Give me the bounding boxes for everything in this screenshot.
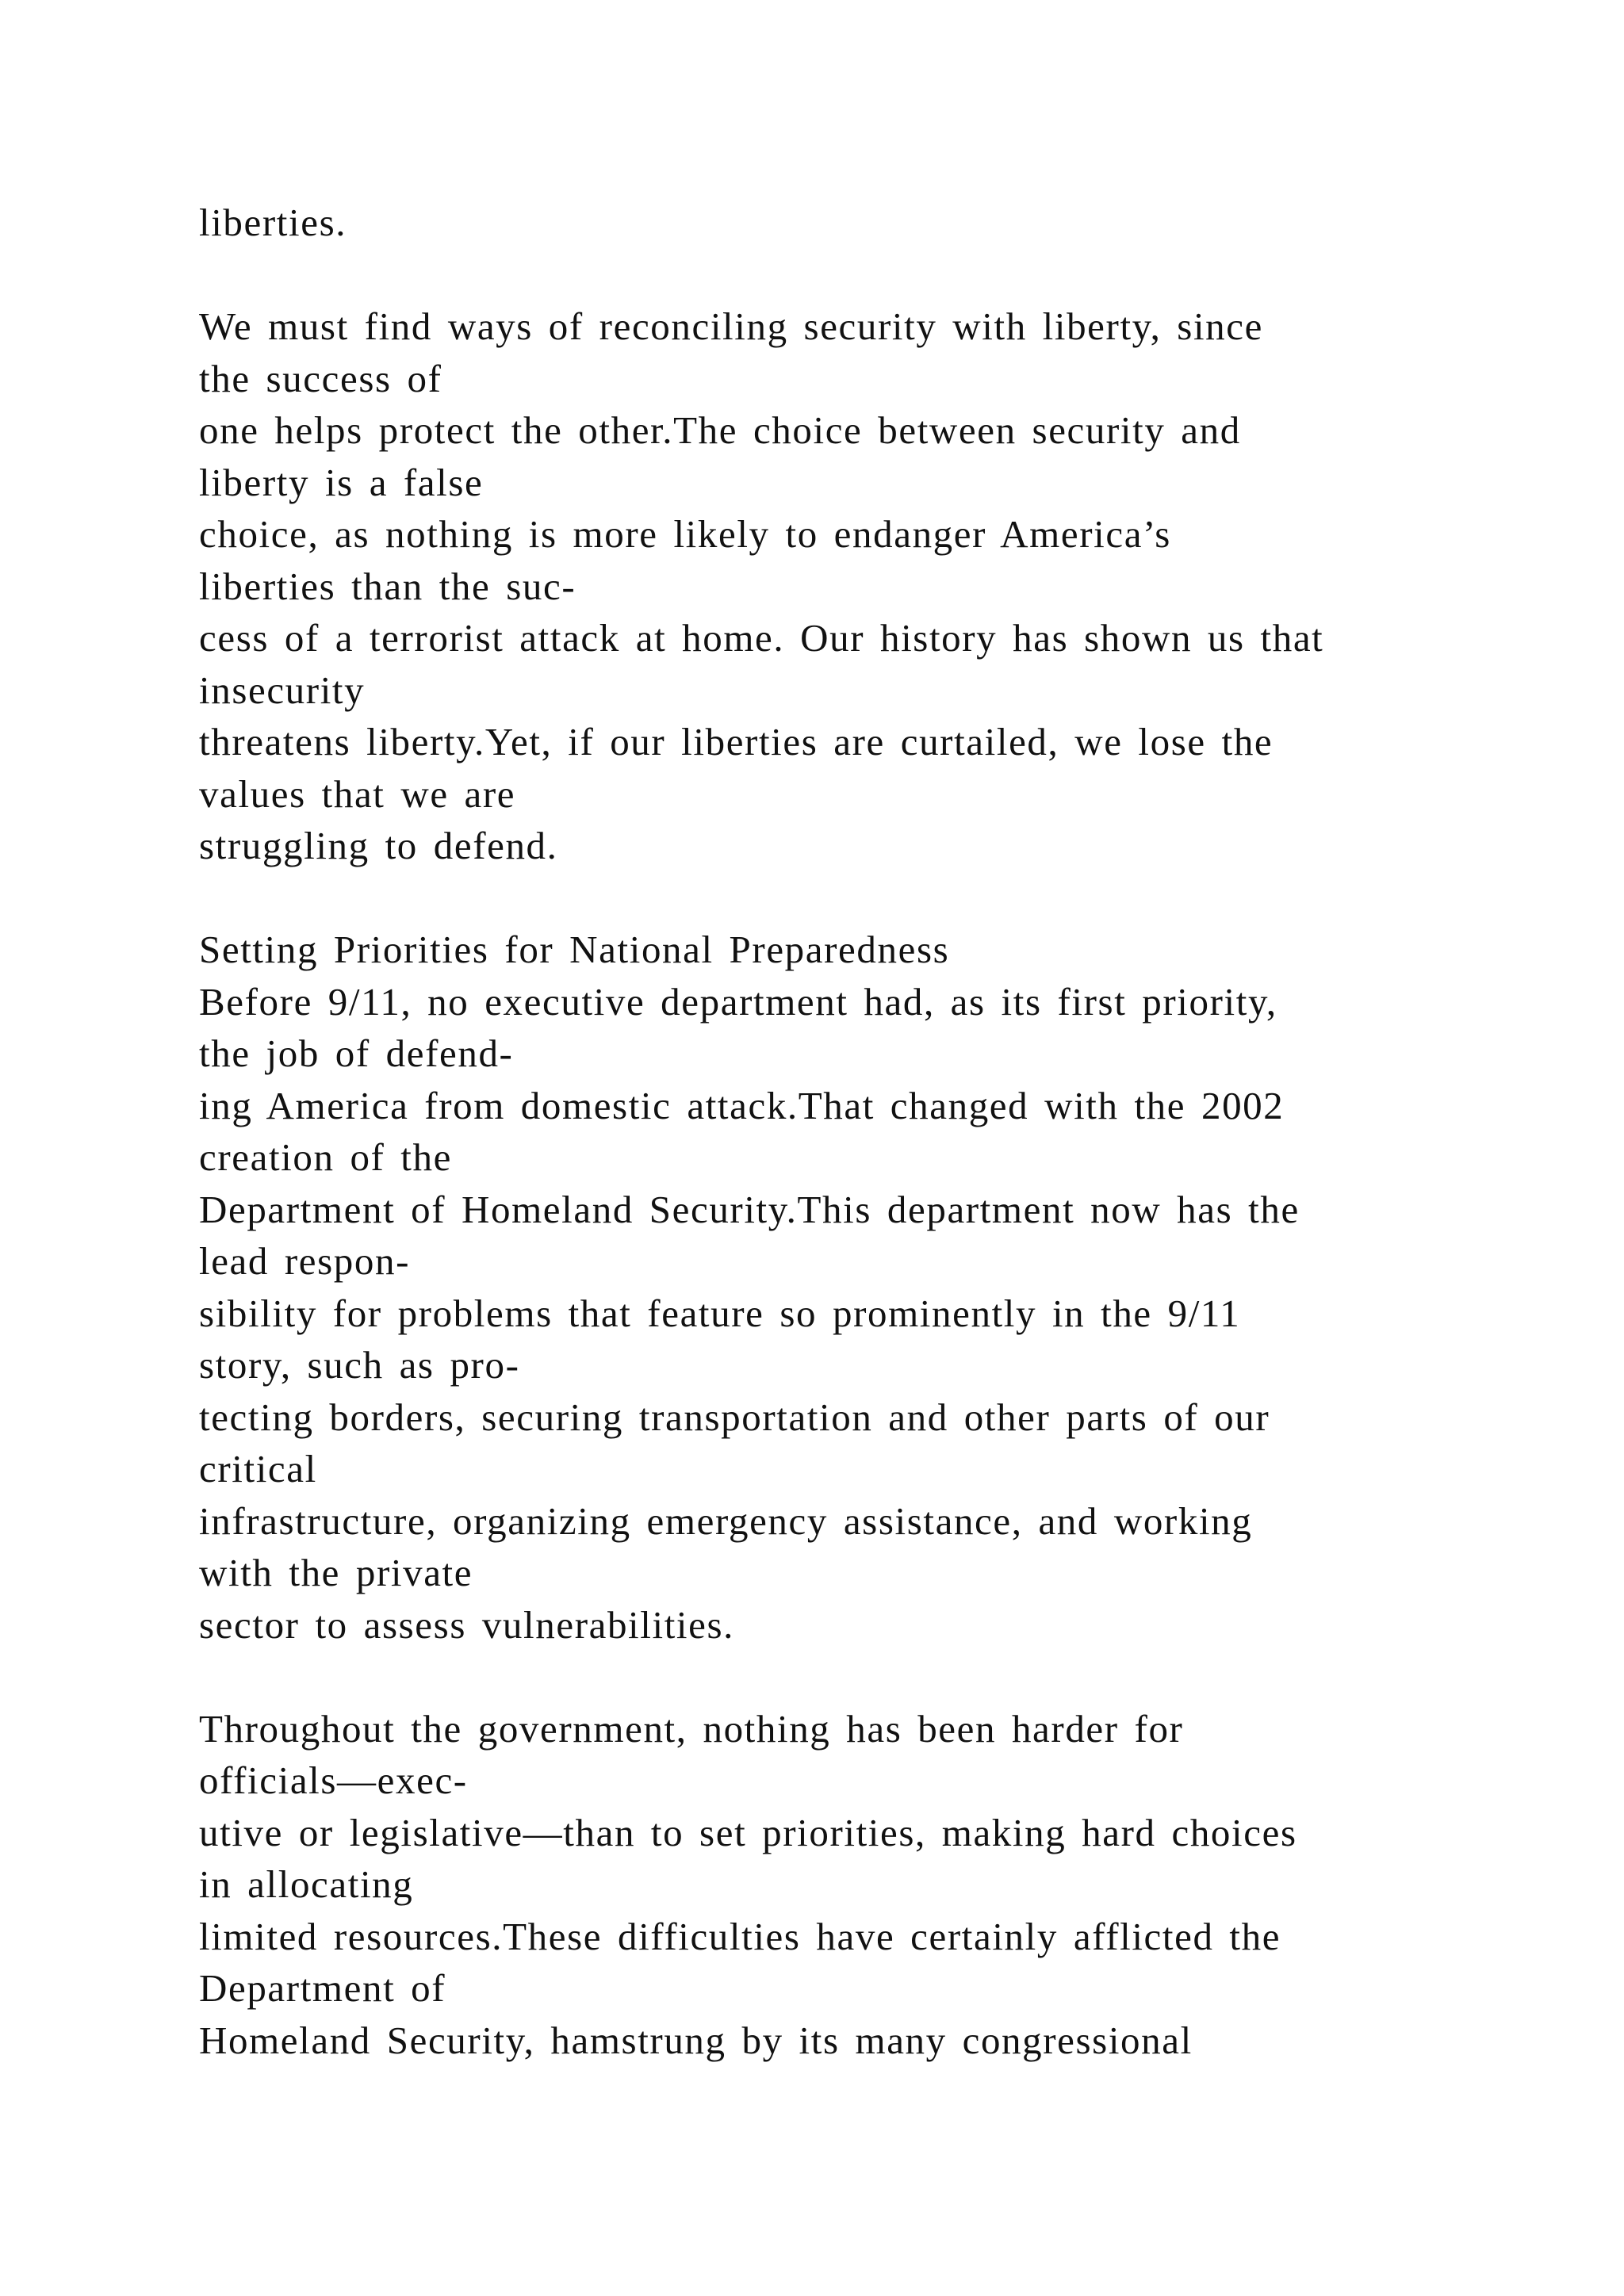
text-line: liberties.	[199, 201, 347, 244]
text-line: tecting borders, securing transportation and other parts of our	[199, 1395, 1270, 1439]
document-text	[199, 197, 1468, 2066]
text-line: lead respon-	[199, 1239, 411, 1283]
text-line: Homeland Security, hamstrung by its many congressional	[199, 2018, 1193, 2062]
text-line: creation of the	[199, 1135, 452, 1179]
text-line: with the private	[199, 1551, 473, 1594]
text-line: We must find ways of reconciling security with liberty, since	[199, 304, 1263, 348]
text-line: limited resources.These difficulties have certainly afflicted the	[199, 1914, 1281, 1958]
text-line: critical	[199, 1447, 317, 1490]
text-line: Throughout the government, nothing has been harder for	[199, 1706, 1184, 1751]
text-line: liberty is a false	[199, 460, 484, 504]
text-line: cess of a terrorist attack at home. Our history has shown us that	[199, 616, 1324, 660]
blank-line	[199, 249, 1468, 301]
text-line: Department of	[199, 1966, 446, 2010]
blank-line	[199, 872, 1468, 924]
text-line: ing America from domestic attack.That changed with the 2002	[199, 1083, 1285, 1127]
section-heading: Setting Priorities for National Preparedness	[199, 928, 950, 971]
text-line: Before 9/11, no executive department had, as its first priority,	[199, 979, 1277, 1024]
text-line: sibility for problems that feature so prominently in the 9/11	[199, 1291, 1241, 1335]
text-line: sector to assess vulnerabilities.	[199, 1602, 734, 1647]
blank-line	[199, 1651, 1468, 1703]
text-line: in allocating	[199, 1862, 414, 1906]
text-line: threatens liberty.Yet, if our liberties are curtailed, we lose the	[199, 720, 1274, 763]
text-line: the success of	[199, 356, 442, 400]
text-line: liberties than the suc-	[199, 564, 576, 608]
text-line: insecurity	[199, 668, 366, 712]
text-line: struggling to defend.	[199, 824, 558, 867]
text-line: story, such as pro-	[199, 1343, 520, 1387]
text-line: values that we are	[199, 771, 516, 816]
text-line: officials—exec-	[199, 1758, 468, 1802]
text-line: infrastructure, organizing emergency assistance, and working	[199, 1498, 1253, 1543]
text-line: utive or legislative—than to set priorities, making hard choices	[199, 1810, 1297, 1854]
text-line: the job of defend-	[199, 1031, 514, 1075]
text-line: choice, as nothing is more likely to endanger America’s	[199, 512, 1171, 556]
text-line: Department of Homeland Security.This department now has the	[199, 1187, 1300, 1231]
text-line: one helps protect the other.The choice between security and	[199, 408, 1241, 452]
